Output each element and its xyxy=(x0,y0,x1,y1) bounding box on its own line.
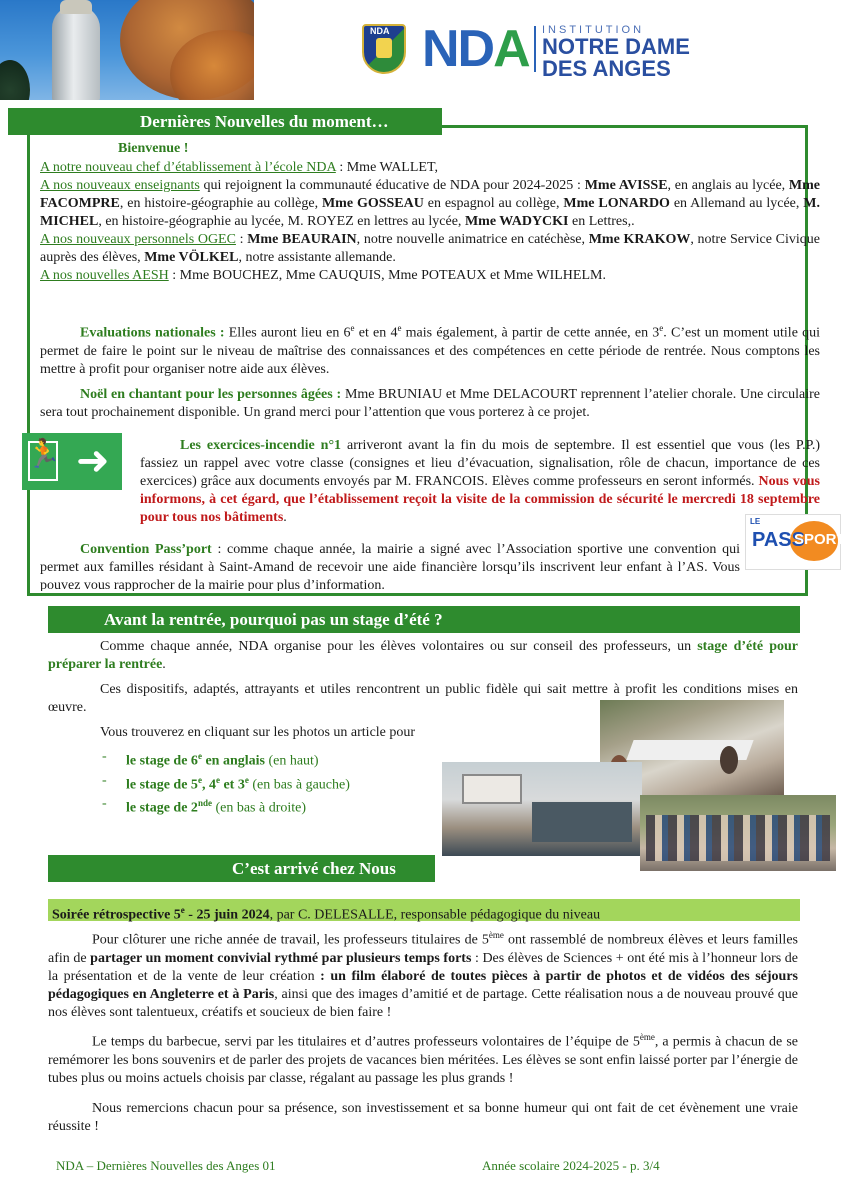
evaluations-paragraph: Evaluations nationales : Elles auront lieu en 6e et en 4e mais également, à partir de cette année, en 3e. C’est un moment utile qui permet de faire le point sur le niveau de maîtrise des connaissances et des compétences en cette période de rentrée. Nous comptons les mettre à profit pour organiser notre aide aux élèves. xyxy=(40,323,820,377)
logo-name-line1: NOTRE DAME xyxy=(542,34,690,59)
noel-paragraph: Noël en chantant pour les personnes âgées : Mme BRUNIAU et Mme DELACOURT reprennent l’atelier chorale. Une circulaire sera tout prochainement disponible. Un grand merci pour l’attention que vous porterez à ce projet. xyxy=(40,387,820,420)
stage-paragraph-1: Comme chaque année, NDA organise pour les élèves volontaires ou sur conseil des professeurs, un stage d’été pour préparer la rentrée. xyxy=(48,639,799,672)
stage-paragraph-2: Ces dispositifs, adaptés, attrayants et utiles rencontrent un public fidèle qui sait mettre à profit les conditions mises en œuvre. xyxy=(48,682,798,715)
nda-mark: NDA xyxy=(422,20,529,78)
passport-paragraph: Convention Pass’port : comme chaque année, la mairie a signé avec l’Association sportive une convention qui permet aux familles résidant à Saint-Amand de recevoir une aide financière lorsqu’ils inscrivent leur enfant à l’AS. Vous pouvez vous rapprocher de la mairie pour plus d’information. xyxy=(40,542,740,591)
list-item[interactable]: - le stage de 5e, 4e et 3e (en bas à gauche) xyxy=(102,771,350,795)
institution-logo xyxy=(362,20,702,80)
logo-institution: INSTITUTION xyxy=(542,24,645,36)
stage-heading: Avant la rentrée, pourquoi pas un stage d’été ? xyxy=(48,606,800,633)
stage-list xyxy=(102,747,350,818)
photo-stage-2nde[interactable] xyxy=(640,795,836,871)
stage-paragraph-3: Vous trouverez en cliquant sur les photos un article pour xyxy=(100,725,416,740)
emergency-exit-icon: 🏃 ➜ xyxy=(22,433,122,490)
arrive-paragraph-3: Nous remercions chacun pour sa présence, son investissement et sa bonne humeur qui ont fait de cet évènement une vraie réussite ! xyxy=(48,1101,798,1134)
welcome-paragraph: A notre nouveau chef d’établissement à l’école NDA : Mme WALLET, A nos nouveaux enseignants qui rejoignent la communauté éducative de NDA pour 2024-2025 : Mme AVISSE, en anglais au lycée, Mme FACOMPRE, en histoire-géographie au collège, Mme GOSSEAU en espagnol au collège, Mme LONARDO en Allemand au lycée, M. MICHEL, en histoire-géographie au lycée, M. ROYEZ en lettres au lycée, Mme WADYCKI en Lettres,. A nos nouveaux personnels OGEC : Mme BEAURAIN, notre nouvelle animatrice en catéchèse, Mme KRAKOW, notre Service Civique auprès des élèves, Mme VÖLKEL, notre assistante allemande. A nos nouvelles AESH : Mme BOUCHEZ, Mme CAUQUIS, Mme POTEAUX et Mme WILHELM. xyxy=(40,160,820,283)
passport-logo: LE PASS SPORT xyxy=(745,514,841,570)
crest-icon: NDA xyxy=(362,24,406,74)
welcome-line: Bienvenue ! xyxy=(118,141,189,156)
arrive-paragraph-2: Le temps du barbecue, servi par les titulaires et d’autres professeurs volontaires de l’équipe de 5ème, a permis à chacun de se remémorer les bons souvenirs et de parler des projets de vacances bien méritées. Les élèves se sont enfin laissé porter par l’énergie de tubes plus ou moins actuels choisis par classe, régalant au passage les plus grands ! xyxy=(48,1032,798,1086)
arrive-paragraph-1: Pour clôturer une riche année de travail, les professeurs titulaires de 5ème ont rassemblé de nombreux élèves et leurs familles afin de partager un moment convivial rythmé par plusieurs temps forts : Des élèves de Sciences + ont été mis à l’honneur lors de la présentation et de la vente de leur création : un film élaboré de toutes pièces à partir de photos et de vidéos des séjours pédagogiques en Angleterre et à Paris, ainsi que des images d’amitié et de partage. Cette réalisation nous a de nouveau prouvé que nos élèves sont talentueux, créatifs et soucieux de bien faire ! xyxy=(48,930,799,1020)
news-heading: Dernières Nouvelles du moment… xyxy=(8,108,442,135)
header-photo xyxy=(0,0,254,100)
arrow-right-icon: ➜ xyxy=(76,438,110,484)
fire-drill-paragraph: Les exercices-incendie n°1 arriveront avant la fin du mois de septembre. Il est essentiel que vous (les P.P.) fassiez un rappel avec votre classe (consignes et lieu d’évacuation, signalisation, rôle de chacun, importance de ces exercices) grâce aux documents envoyés par M. FRANCOIS. Elèves comme professeurs en seront informés. Nous vous informons, à cet égard, que l’établissement reçoit la visite de la commission de sécurité le mercredi 18 septembre pour tous nos bâtiments. xyxy=(140,438,820,525)
photo-stage-5e-4e-3e[interactable] xyxy=(442,762,642,856)
retrospective-subheading: Soirée rétrospective 5e - 25 juin 2024, par C. DELESALLE, responsable pédagogique du niveau xyxy=(48,899,800,921)
logo-name-line2: DES ANGES xyxy=(542,56,671,81)
arrive-heading: C’est arrivé chez Nous xyxy=(48,855,435,882)
list-item[interactable]: - le stage de 2nde (en bas à droite) xyxy=(102,794,350,818)
list-item[interactable]: - le stage de 6e en anglais (en haut) xyxy=(102,747,350,771)
footer-right: Année scolaire 2024-2025 - p. 3/4 xyxy=(482,1158,660,1173)
footer-left: NDA – Dernières Nouvelles des Anges 01 xyxy=(56,1158,276,1173)
